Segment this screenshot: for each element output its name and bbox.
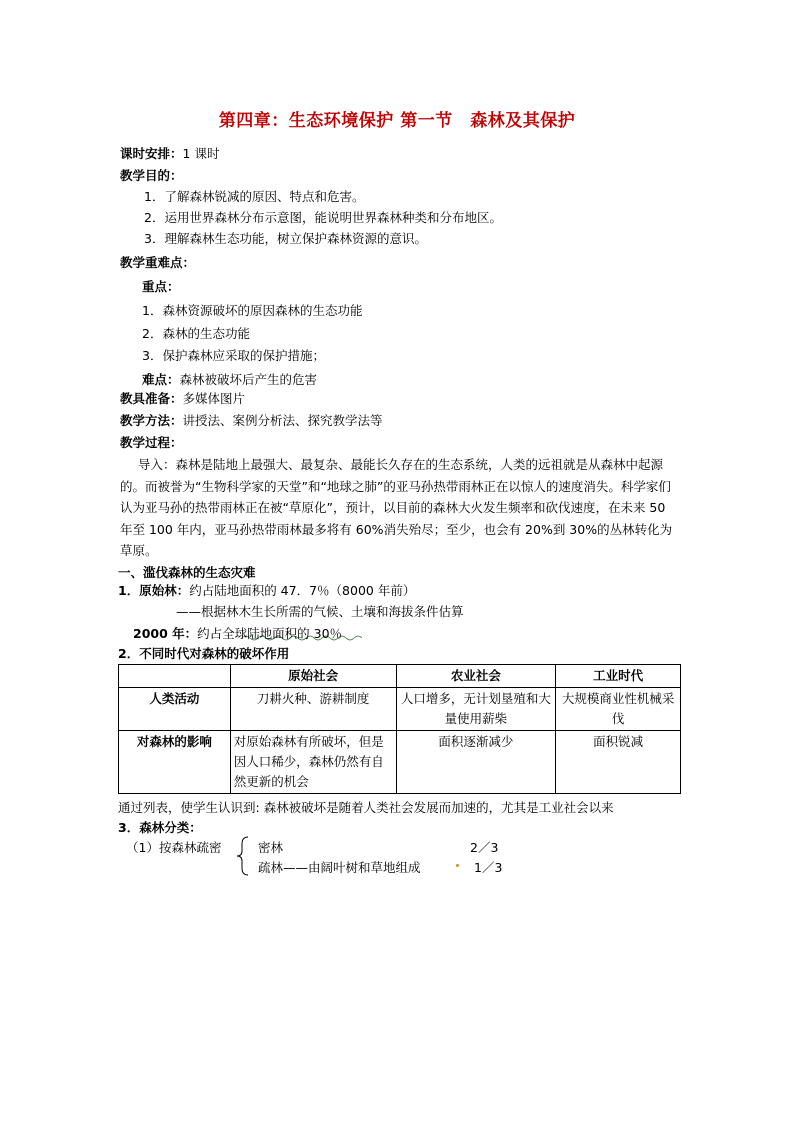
difficulty-label: 难点： <box>142 372 180 387</box>
primitive-forest-label: 1．原始林： <box>118 583 190 598</box>
objective-item: 2．运用世界森林分布示意图，能说明世界森林种类和分布地区。 <box>144 210 502 225</box>
methods-label: 教学方法： <box>120 413 183 428</box>
year2000-value: 约占全球陆地面积的 30％ <box>197 626 343 641</box>
dense-ratio: 2／3 <box>470 840 499 855</box>
table-cell: 大规模商业性机械采伐 <box>556 688 681 731</box>
table-cell: 面积逐渐减少 <box>396 731 556 794</box>
era-table <box>118 664 681 794</box>
classification-heading: 3．森林分类： <box>118 820 202 835</box>
process-label: 教学过程： <box>120 435 183 450</box>
table-row <box>119 688 681 731</box>
intro-paragraph <box>120 454 680 562</box>
table-row <box>119 731 681 794</box>
tools-line <box>120 389 245 409</box>
methods-line <box>120 411 383 431</box>
keypoints-label: 教学重难点： <box>120 255 196 270</box>
table-header-cell: 工业时代 <box>556 665 681 688</box>
year2000-label: 2000 年： <box>133 626 198 641</box>
section1-heading: 一、滥伐森林的生态灾难 <box>118 565 256 580</box>
tools-value: 多媒体图片 <box>182 391 246 406</box>
schedule-value: 1 课时 <box>182 146 220 161</box>
estimate-note: ——根据林木生长所需的气候、土壤和海拔条件估算 <box>176 604 464 619</box>
marker-dot <box>456 864 459 867</box>
year2000-line <box>133 624 342 644</box>
focus-item: 2．森林的生态功能 <box>142 326 250 341</box>
table-cell: 面积锐减 <box>556 731 681 794</box>
classification-sub: （1）按森林疏密 <box>126 840 222 855</box>
after-table-text: 通过列表，使学生认识到: 森林被破坏是随着人类社会发展而加速的，尤其是工业社会以来 <box>118 800 614 815</box>
focus-item: 3．保护森林应采取的保护措施； <box>142 348 325 363</box>
table-header-cell: 原始社会 <box>230 665 396 688</box>
table-header-row <box>119 665 681 688</box>
row-label: 人类活动 <box>119 688 231 731</box>
row-label: 对森林的影响 <box>119 731 231 794</box>
table-header-cell <box>119 665 231 688</box>
methods-value: 讲授法、案例分析法、探究教学法等 <box>182 413 383 428</box>
table-cell: 刀耕火种、游耕制度 <box>230 688 396 731</box>
tools-label: 教具准备： <box>120 391 183 406</box>
sparse-forest: 疏林——由阔叶树和草地组成 <box>258 860 421 875</box>
dense-forest: 密林 <box>258 840 284 855</box>
objective-item: 3．理解森林生态功能，树立保护森林资源的意识。 <box>144 231 427 246</box>
page-title: 第四章：生态环境保护 第一节 森林及其保护 <box>218 111 576 131</box>
sparse-ratio: 1／3 <box>474 860 503 875</box>
difficulty-line <box>142 370 317 390</box>
focus-item: 1．森林资源破坏的原因森林的生态功能 <box>142 303 363 318</box>
intro-text: 导入：森林是陆地上最强大、最复杂、最能长久存在的生态系统，人类的远祖就是从森林中起源的。而被誉为“生物科学家的天堂”和“地球之肺”的亚马孙热带雨林正在以惊人的速度消失。科学家们认为亚马孙的热带雨林正在被“草原化”，预计，以目前的森林大火发生频率和砍伐速度，在未来 50 年至 100 年内，亚马孙热带雨林最多将有 60%消失殆尽；至少，也会有 20%到 30%的丛林转化为草原。 <box>120 457 673 558</box>
table-cell: 对原始森林有所破坏，但是因人口稀少，森林仍然有自然更新的机会 <box>230 731 396 794</box>
table-cell: 人口增多，无计划垦殖和大量使用薪柴 <box>396 688 556 731</box>
objectives-label: 教学目的： <box>120 168 183 183</box>
difficulty-value: 森林被破坏后产生的危害 <box>179 372 318 387</box>
schedule-line <box>120 144 219 164</box>
objective-item: 1．了解森林锐减的原因、特点和危害。 <box>144 189 365 204</box>
focus-label: 重点： <box>142 279 180 294</box>
schedule-label: 课时安排： <box>120 146 183 161</box>
primitive-forest-value: 约占陆地面积的 47．7％（8000 年前） <box>189 583 416 598</box>
table-header-cell: 农业社会 <box>396 665 556 688</box>
brace-icon <box>236 836 250 876</box>
primitive-forest-line <box>118 581 415 601</box>
era-heading: 2．不同时代对森林的破坏作用 <box>118 646 290 661</box>
